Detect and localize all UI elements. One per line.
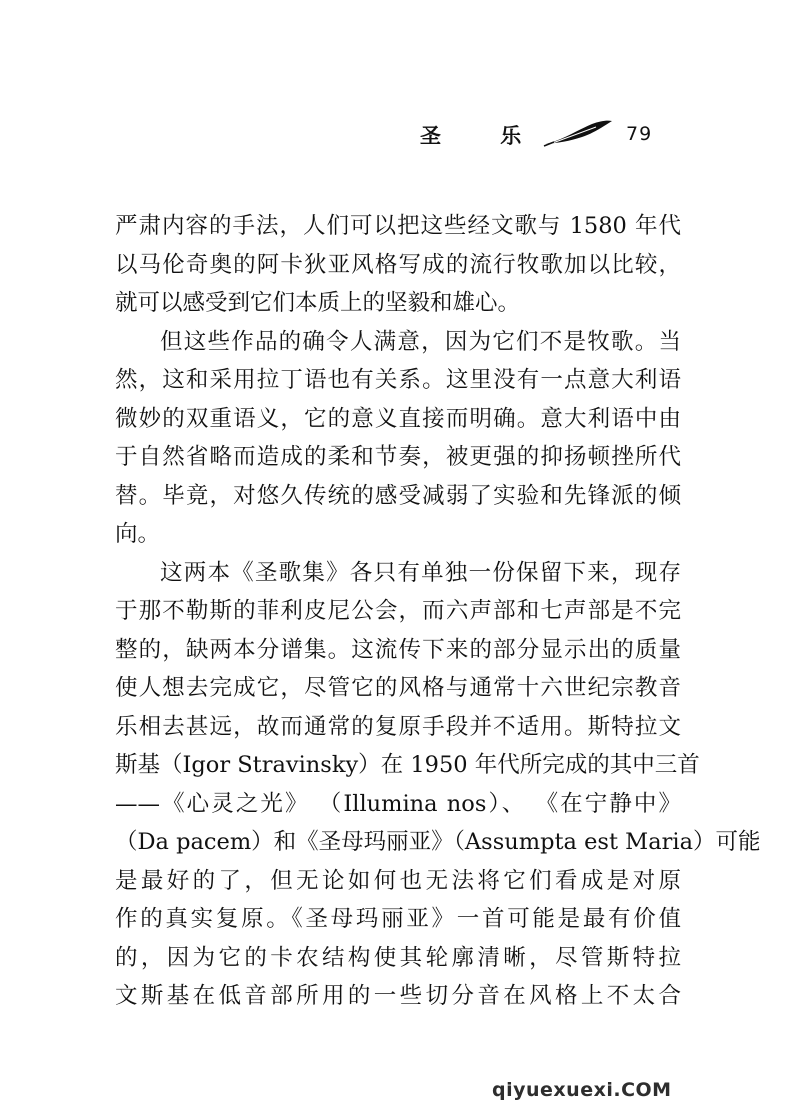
text-line: 但这些作品的确令人满意，因为它们不是牧歌。当	[160, 328, 681, 355]
text-line: 作的真实复原。《圣母玛丽亚》一首可能是最有价值	[115, 906, 681, 932]
text-line: 就可以感受到它们本质上的坚毅和雄心。	[115, 290, 521, 316]
body-text	[115, 207, 761, 1016]
paragraph	[115, 554, 761, 1016]
text-line: 文斯基在低音部所用的一些切分音在风格上不太合	[115, 983, 681, 1009]
page-number: 79	[626, 123, 653, 145]
text-line: 微妙的双重语义，它的意义直接而明确。意大利语中由	[115, 405, 681, 432]
text-line: 使人想去完成它，尽管它的风格与通常十六世纪宗教音	[115, 675, 681, 701]
text-line: 以马伦奇奥的阿卡狄亚风格写成的流行牧歌加以比较，	[115, 251, 681, 278]
text-line: 斯基（Igor Stravinsky）在 1950 年代所完成的其中三首	[115, 752, 700, 778]
text-line: 然，这和采用拉丁语也有关系。这里没有一点意大利语	[115, 367, 681, 393]
paragraph	[115, 207, 681, 323]
running-header	[420, 118, 660, 154]
text-line: 替。毕竟，对悠久传统的感受减弱了实验和先锋派的倾	[115, 482, 681, 509]
paragraph	[115, 323, 681, 554]
text-line: ——《心灵之光》 （Illumina nos）、 《在宁静中》	[115, 790, 681, 817]
text-line: 整的，缺两本分谱集。这流传下来的部分显示出的质量	[115, 636, 681, 663]
text-line: 这两本《圣歌集》各只有单独一份保留下来，现存	[160, 559, 681, 586]
chapter-title: 圣 乐	[420, 123, 548, 148]
text-line: 乐相去甚远，故而通常的复原手段并不适用。斯特拉文	[115, 713, 681, 740]
text-line: 是最好的了，但无论如何也无法将它们看成是对原	[115, 867, 681, 894]
text-line: （Da pacem）和《圣母玛丽亚》（Assumpta est Maria）可能	[115, 829, 761, 855]
feather-quill-icon	[544, 118, 614, 148]
text-line: 向。	[115, 521, 161, 547]
text-line: 严肃内容的手法，人们可以把这些经文歌与 1580 年代	[115, 213, 681, 239]
text-line: 于那不勒斯的菲利皮尼公会，而六声部和七声部是不完	[115, 598, 681, 624]
watermark: qiyuexuexi.COM	[492, 1079, 672, 1101]
text-line: 于自然省略而造成的柔和节奏，被更强的抑扬顿挫所代	[115, 444, 681, 470]
text-line: 的，因为它的卡农结构使其轮廓清晰，尽管斯特拉	[115, 944, 681, 971]
